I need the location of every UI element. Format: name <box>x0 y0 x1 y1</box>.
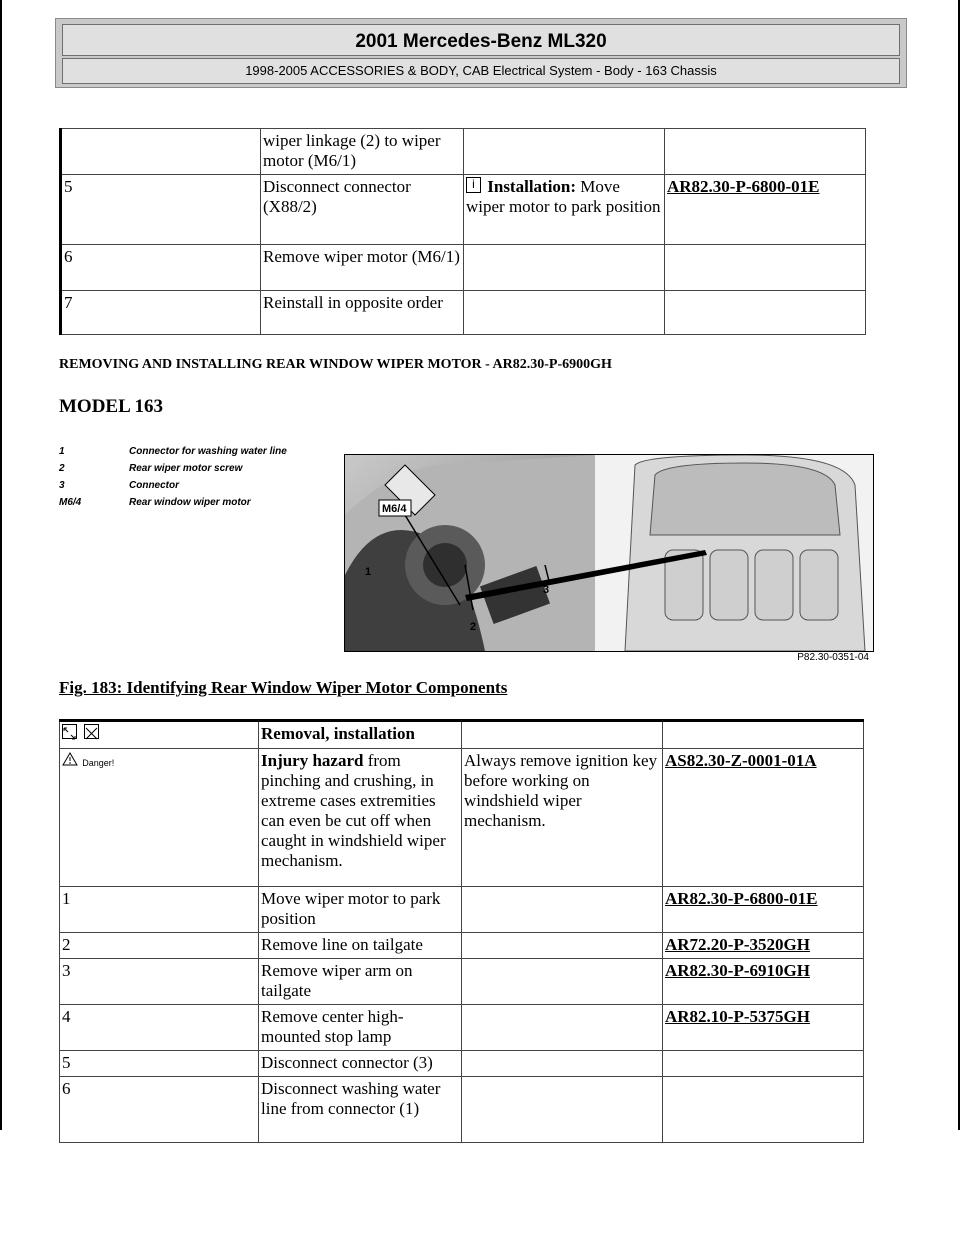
ref-cell <box>665 245 866 291</box>
step-cell <box>61 129 261 175</box>
figure-caption[interactable]: Fig. 183: Identifying Rear Window Wiper Motor Components <box>59 678 508 697</box>
action-cell: Reinstall in opposite order <box>261 291 464 335</box>
action-cell: Disconnect connector (3) <box>259 1051 462 1077</box>
ref-cell[interactable] <box>663 959 864 1005</box>
ref-cell[interactable] <box>663 933 864 959</box>
header-cell <box>663 721 864 749</box>
section-title: REMOVING AND INSTALLING REAR WINDOW WIPER MOTOR - AR82.30-P-6900GH <box>59 357 612 372</box>
model-title: MODEL 163 <box>59 396 163 417</box>
table-row <box>60 959 864 1005</box>
ref-cell[interactable] <box>665 175 866 245</box>
table-row <box>61 175 866 245</box>
header-cell <box>462 721 663 749</box>
collapse-icon[interactable] <box>84 724 99 739</box>
procedure-table-2 <box>59 719 864 1143</box>
action-cell: wiper linkage (2) to wiper motor (M6/1) <box>261 129 464 175</box>
table-row <box>61 129 866 175</box>
action-cell: Disconnect connector (X88/2) <box>261 175 464 245</box>
ref-link[interactable]: AR82.10-P-5375GH <box>665 1007 810 1026</box>
removal-installation-header: Removal, installation <box>261 724 415 743</box>
table-row <box>60 933 864 959</box>
hazard-title: Injury hazard <box>261 751 364 770</box>
ref-link[interactable]: AS82.30-Z-0001-01A <box>665 751 817 770</box>
legend-item <box>59 480 287 497</box>
note-cell <box>462 959 663 1005</box>
ref-cell[interactable] <box>663 887 864 933</box>
note-cell <box>464 175 665 245</box>
ref-cell <box>663 1051 864 1077</box>
note-cell <box>464 245 665 291</box>
note-cell <box>462 933 663 959</box>
step-cell: 2 <box>60 933 259 959</box>
danger-label: Danger! <box>82 758 115 768</box>
step-cell: 3 <box>60 959 259 1005</box>
note-cell <box>462 887 663 933</box>
action-cell: Remove line on tailgate <box>259 933 462 959</box>
installation-note: Move wiper motor to park position <box>466 177 661 216</box>
legend-text: Connector <box>129 480 179 491</box>
note-cell <box>464 291 665 335</box>
table-row <box>60 749 864 887</box>
ref-link[interactable]: AR82.30-P-6800-01E <box>665 889 818 908</box>
page-header <box>55 18 907 88</box>
legend-text: Connector for washing water line <box>129 446 287 457</box>
step-cell: 4 <box>60 1005 259 1051</box>
expand-icon[interactable] <box>62 724 77 739</box>
step-cell: 1 <box>60 887 259 933</box>
ref-cell <box>663 1077 864 1143</box>
info-icon: i <box>466 177 481 193</box>
action-cell: Remove wiper motor (M6/1) <box>261 245 464 291</box>
table-header-row <box>60 721 864 749</box>
page-border-left <box>0 0 2 1130</box>
ref-cell <box>665 291 866 335</box>
table-row <box>60 1005 864 1051</box>
note-cell <box>462 1077 663 1143</box>
legend-num: 3 <box>59 480 65 491</box>
ref-cell[interactable] <box>663 1005 864 1051</box>
hazard-cell <box>259 749 462 887</box>
step-cell: 5 <box>61 175 261 245</box>
photo-label-3: 3 <box>543 584 550 596</box>
figure-legend <box>59 446 287 514</box>
danger-cell <box>60 749 259 887</box>
legend-num: 1 <box>59 446 65 457</box>
note-cell <box>462 1051 663 1077</box>
ref-link[interactable]: AR72.20-P-3520GH <box>665 935 810 954</box>
ref-link[interactable]: AR82.30-P-6800-01E <box>667 177 820 196</box>
header-title: 2001 Mercedes-Benz ML320 <box>355 31 607 52</box>
table-row <box>60 1051 864 1077</box>
header-title-box <box>62 24 900 56</box>
wiper-motor-photo <box>344 454 874 652</box>
warning-icon <box>62 752 78 766</box>
legend-item <box>59 463 287 480</box>
action-cell: Move wiper motor to park position <box>259 887 462 933</box>
photo-label-2: 2 <box>470 621 477 633</box>
action-cell: Remove center high-mounted stop lamp <box>259 1005 462 1051</box>
step-cell: 6 <box>60 1077 259 1143</box>
photo-label-m64: M6/4 <box>382 503 407 515</box>
hazard-text: from pinching and crushing, in extreme cases extremities can even be cut off when caught in windshield wiper mechanism. <box>261 751 446 870</box>
step-cell: 7 <box>61 291 261 335</box>
table-row <box>60 887 864 933</box>
ref-cell <box>665 129 866 175</box>
photo-label-1: 1 <box>365 566 372 578</box>
toolbar-cell <box>60 721 259 749</box>
table-row <box>61 291 866 335</box>
action-cell: Disconnect washing water line from connector (1) <box>259 1077 462 1143</box>
installation-label: Installation: <box>487 177 577 196</box>
table-row <box>60 1077 864 1143</box>
figure-code: P82.30-0351-04 <box>797 652 869 663</box>
header-subtitle: 1998-2005 ACCESSORIES & BODY, CAB Electrical System - Body - 163 Chassis <box>245 63 717 78</box>
ref-cell[interactable] <box>663 749 864 887</box>
step-cell: 6 <box>61 245 261 291</box>
figure <box>59 446 873 670</box>
procedure-table-1 <box>59 128 866 335</box>
photo-illustration <box>345 455 873 651</box>
ref-link[interactable]: AR82.30-P-6910GH <box>665 961 810 980</box>
legend-item <box>59 497 287 514</box>
header-cell <box>259 721 462 749</box>
step-cell: 5 <box>60 1051 259 1077</box>
table-row <box>61 245 866 291</box>
legend-num: 2 <box>59 463 65 474</box>
hazard-note-cell: Always remove ignition key before working on windshield wiper mechanism. <box>462 749 663 887</box>
note-cell <box>462 1005 663 1051</box>
legend-text: Rear wiper motor screw <box>129 463 243 474</box>
legend-text: Rear window wiper motor <box>129 497 251 508</box>
legend-num: M6/4 <box>59 497 82 508</box>
header-subtitle-box <box>62 58 900 84</box>
note-cell <box>464 129 665 175</box>
legend-item <box>59 446 287 463</box>
action-cell: Remove wiper arm on tailgate <box>259 959 462 1005</box>
